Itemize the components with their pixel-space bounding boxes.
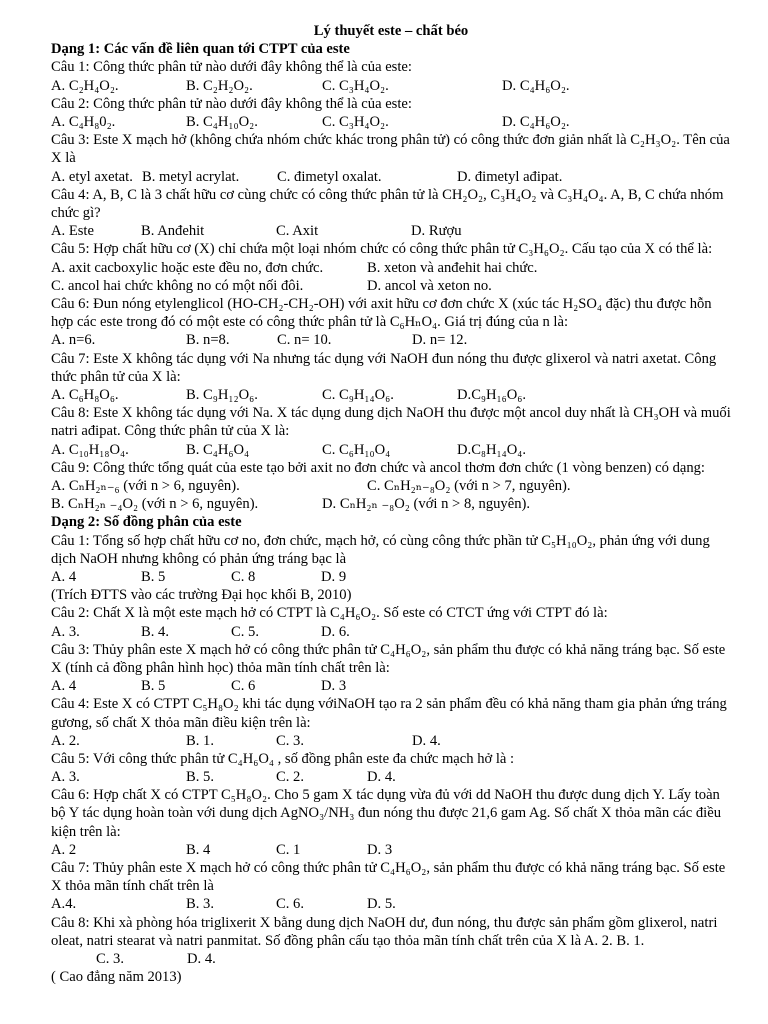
option-c: C. C₉H₁₄O₆. (322, 386, 394, 403)
s2-q8-options (51, 950, 731, 968)
section-1-heading: Dạng 1: Các vấn đề liên quan tới CTPT của este (51, 41, 350, 58)
s2-q4-stem: Câu 4: Este X có CTPT C₅H₈O₂ khi tác dụng vớiNaOH tạo ra 2 sản phẩm đều có khả năng tham gia phản ứng tráng gương, số chất X thỏa mãn điều kiện trên là: (51, 696, 727, 731)
option-c: C. 5. (231, 623, 259, 640)
s2-q3-stem: Câu 3: Thủy phân este X mạch hở có công thức phân tử C₄H₆O₂, sản phẩm thu được có khả năng tráng bạc. Số este X (tính cả đồng phân hình học) thỏa mãn tính chất trên là: (51, 641, 726, 676)
s2-q8-source: ( Cao đẳng năm 2013) (51, 969, 182, 986)
option-a: A. axit cacboxylic hoặc este đều no, đơn chức. (51, 259, 324, 276)
s1-q4-options (51, 222, 731, 240)
option-c: C. C₃H₄O₂. (322, 114, 389, 130)
s1-q6-options (51, 331, 731, 349)
option-b: B. 5 (141, 568, 166, 585)
option-c: C. Axit (276, 223, 319, 240)
s2-q6-stem: Câu 6: Hợp chất X có CTPT C₅H₈O₂. Cho 5 gam X tác dụng vừa đủ với dd NaOH thu được dung dịch Y. Lấy toàn bộ Y tác dụng hoàn toàn với dung dịch AgNO₃/NH₃ đun nóng thu được 21,6 gam Ag. Số chất X thỏa mãn các điều kiện trên là: (51, 787, 721, 840)
s1-q9-options-row2 (51, 495, 731, 513)
option-d: D.C₈H₁₄O₄. (457, 441, 526, 458)
s2-q7-stem: Câu 7: Thủy phân este X mạch hở có công thức phân tử C₄H₆O₂, sản phẩm thu được có khả năng tráng bạc. Số este X thỏa mãn tính chất trên là (51, 860, 726, 895)
option-c: C. 1 (276, 841, 301, 858)
document (51, 22, 731, 986)
s2-q4-options (51, 732, 731, 750)
option-c: C. 6. (276, 896, 304, 913)
option-d: D. ancol và xeton no. (367, 277, 492, 294)
s2-q1-stem: Câu 1: Tổng số hợp chất hữu cơ no, đơn chức, mạch hở, có cùng công thức phần tử C₅H₁₀O₂, phản ứng với dung dịch NaOH nhưng không có phản ứng tráng bạc là (51, 532, 710, 567)
option-d: D. 5. (367, 896, 396, 913)
s1-q2-options (51, 113, 731, 131)
s2-q1-source: (Trích ĐTTS vào các trường Đại học khối B, 2010) (51, 587, 352, 604)
option-b: B. C₄H₁₀O₂. (186, 114, 258, 130)
option-d: D. 4. (187, 951, 216, 968)
s1-q8-stem: Câu 8: Este X không tác dụng với Na. X tác dụng dung dịch NaOH thu được một ancol duy nhất là CH₃OH và muối natri ađipat. Công thức phân tử của X là: (51, 405, 731, 440)
s2-q2-options (51, 623, 731, 641)
option-d: D. 9 (321, 568, 347, 585)
option-c: C. 6 (231, 678, 256, 695)
option-a: A. 4 (51, 568, 77, 585)
option-b: B. C₂H₂O₂. (186, 77, 253, 94)
option-b: B. 5. (186, 769, 214, 786)
option-c: C. 2. (276, 769, 304, 786)
option-c: C. CₙH₂ₙ₋₈O₂ (với n > 7, nguyên). (367, 477, 571, 494)
option-a: A. 3. (51, 623, 80, 640)
option-a: A. 2. (51, 732, 80, 749)
option-a: A. CₙH₂ₙ₋₆ (với n > 6, nguyên). (51, 477, 240, 494)
s1-q6-stem: Câu 6: Đun nóng etylenglicol (HO-CH₂-CH₂-OH) với axit hữu cơ đơn chức X (xúc tác H₂SO₄ đặc) thu được hỗn hợp các este trong đó có một este có công thức phân tử là C₆HₙO₄. Giá trị đúng của n là: (51, 295, 712, 331)
doc-title: Lý thuyết este – chất béo (313, 23, 469, 39)
s2-q8-stem: Câu 8: Khi xà phòng hóa triglixerit X bằng dung dịch NaOH dư, đun nóng, thu được sản phẩm gồm glixerol, natri oleat, natri stearat và natri panmitat. Số đồng phân cấu tạo thỏa mãn tính chất trên của X là A. 2. B. 1. (51, 914, 718, 949)
option-d: D. C₄H₆O₂. (502, 114, 570, 130)
option-b: B. 4. (141, 623, 169, 640)
option-b: B. 4 (186, 841, 211, 858)
section-2-heading: Dạng 2: Số đồng phân của este (51, 514, 242, 531)
s1-q1-stem: Câu 1: Công thức phân tử nào dưới đây không thể là của este: (51, 59, 412, 76)
s1-q8-options (51, 441, 731, 459)
option-b: B. C₄H₆O₄ (186, 441, 250, 458)
s2-q7-options (51, 895, 731, 913)
option-b: B. xeton và anđehit hai chức. (367, 259, 538, 276)
s1-q7-stem: Câu 7: Este X không tác dụng với Na nhưng tác dụng với NaOH đun nóng thu được glixerol và natri axetat. Công thức phân tử của X là: (51, 350, 717, 385)
s2-q2-stem: Câu 2: Chất X là một este mạch hở có CTPT là C₄H₆O₂. Số este có CTCT ứng với CTPT đó là: (51, 605, 608, 622)
option-b: B. metyl acrylat. (142, 168, 240, 185)
option-b: B. 1. (186, 732, 214, 749)
option-d: D. Rượu (411, 223, 462, 240)
option-b: B. n=8. (186, 332, 230, 349)
option-d: D. 6. (321, 623, 350, 640)
s1-q7-options (51, 386, 731, 404)
option-a: A. C₂H₄O₂. (51, 77, 119, 94)
s2-q1-options (51, 568, 731, 586)
option-c: C. C₆H₁₀O₄ (322, 441, 391, 458)
option-c: C. C₃H₄O₂. (322, 77, 389, 94)
option-a: A. 2 (51, 841, 77, 858)
option-d: D. 4. (367, 769, 396, 786)
option-d: D. n= 12. (412, 332, 468, 349)
option-a: A. C₁₀H₁₈O₄. (51, 441, 129, 458)
s2-q3-options (51, 677, 731, 695)
option-d: D. 4. (412, 732, 441, 749)
option-a: A. etyl axetat. (51, 168, 133, 185)
option-b: B. C₉H₁₂O₆. (186, 386, 258, 403)
option-d: D.C₉H₁₆O₆. (457, 386, 526, 403)
s2-q5-options (51, 768, 731, 786)
option-b: B. 3. (186, 896, 214, 913)
option-c: C. n= 10. (277, 332, 332, 349)
option-c: C. 3. (276, 732, 304, 749)
option-c: C. ancol hai chức không no có một nối đôi. (51, 277, 304, 294)
s1-q9-stem: Câu 9: Công thức tổng quát của este tạo bởi axit no đơn chức và ancol thơm đơn chức (1 vòng benzen) có dạng: (51, 459, 705, 476)
option-c: C. 8 (231, 568, 256, 585)
s2-q6-options (51, 841, 731, 859)
option-a: A. 3. (51, 769, 80, 786)
s1-q5-options-row2 (51, 277, 731, 295)
s1-q3-options (51, 168, 731, 186)
option-c: C. 3. (96, 951, 124, 968)
option-d: D. 3 (367, 841, 393, 858)
s1-q3-stem: Câu 3: Este X mạch hở (không chứa nhóm chức khác trong phân tử) có công thức đơn giản nhất là C₂H₃O₂. Tên của X là (51, 132, 730, 167)
s2-q5-stem: Câu 5: Với công thức phân tử C₄H₆O₄ , số đồng phân este đa chức mạch hở là : (51, 750, 515, 767)
option-b: B. CₙH₂ₙ ₋₄O₂ (với n > 6, nguyên). (51, 496, 259, 513)
s1-q5-options-row1 (51, 259, 731, 277)
option-b: B. 5 (141, 678, 166, 695)
option-a: A. C₆H₈O₆. (51, 386, 119, 403)
option-a: A.4. (51, 896, 77, 913)
option-d: D. C₄H₆O₂. (502, 77, 570, 94)
s1-q4-stem: Câu 4: A, B, C là 3 chất hữu cơ cùng chức có công thức phân tử là CH₂O₂, C₃H₄O₂ và C₃H₄O₄. A, B, C chứa nhóm chức gì? (51, 186, 724, 221)
option-d: D. CₙH₂ₙ ₋₈O₂ (với n > 8, nguyên). (322, 496, 531, 513)
s1-q5-stem: Câu 5: Hợp chất hữu cơ (X) chỉ chứa một loại nhóm chức có công thức phân tử C₃H₆O₂. Cấu tạo của X có thể là: (51, 241, 713, 258)
option-d: D. đimetyl ađipat. (457, 168, 563, 185)
option-a: A. n=6. (51, 332, 96, 349)
s1-q2-stem: Câu 2: Công thức phân tử nào dưới đây không thể là của este: (51, 95, 412, 112)
s1-q1-options (51, 77, 731, 95)
option-a: A. C₄H₈0₂. (51, 114, 116, 130)
s1-q9-options-row1 (51, 477, 731, 495)
option-a: A. Este (51, 223, 94, 240)
option-b: B. Anđehit (141, 223, 205, 240)
option-d: D. 3 (321, 678, 347, 695)
option-a: A. 4 (51, 678, 77, 695)
option-c: C. đimetyl oxalat. (277, 168, 382, 185)
